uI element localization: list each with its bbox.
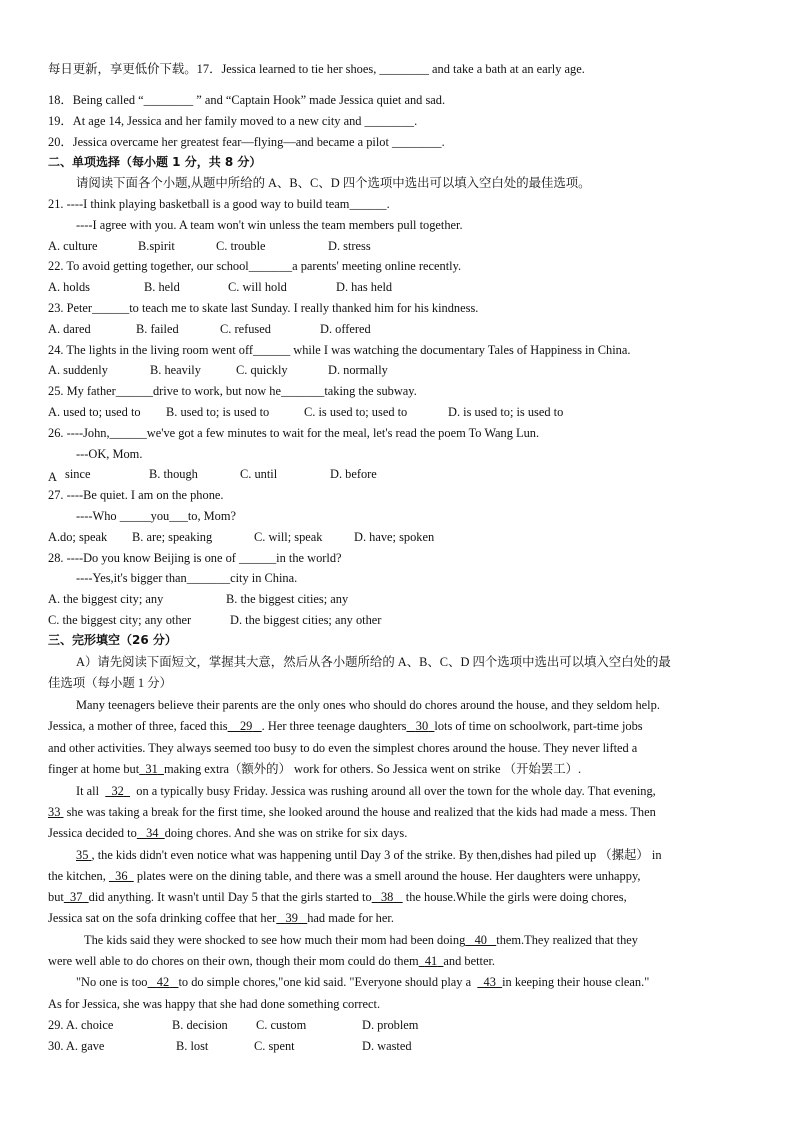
option-a-letter: A (48, 470, 57, 484)
passage-line: It all 32 on a typically busy Friday. Jessica was rushing around all over the town for the whole day. That evening, (76, 784, 656, 798)
option-b: B. are; speaking (132, 530, 213, 544)
passage-line: Many teenagers believe their parents are the only ones who should do chores around the house, and they seldom help. (76, 698, 660, 712)
blank-40: 40 (474, 933, 487, 947)
passage-line: the kitchen, 36 plates were on the dining table, and there was a smell around the house. Her daughters were unhappy, (48, 869, 641, 883)
option-a: A. culture (48, 239, 98, 253)
option-a: since (65, 467, 91, 481)
option-b: B.spirit (138, 239, 175, 253)
passage-line: and other activities. They always seemed too busy to do even the simplest chores around the house. They never lifted a (48, 741, 638, 755)
option-c: C. quickly (236, 363, 288, 377)
option-a: 30. A. gave (48, 1039, 105, 1053)
question-22: 22. To avoid getting together, our school_______a parents' meeting online recently. (48, 259, 462, 273)
option-d: D. normally (328, 363, 388, 377)
option-c: C. refused (220, 322, 271, 336)
question-28-line1: 28. ----Do you know Beijing is one of ______in the world? (48, 551, 342, 565)
option-a: A. used to; used to (48, 405, 141, 419)
blank-29: 29 (239, 719, 253, 733)
option-d: D. stress (328, 239, 371, 253)
blank-41: 41 (424, 954, 438, 968)
option-a: 29. A. choice (48, 1018, 114, 1032)
passage-line: Jessica, a mother of three, faced this 29 . Her three teenage daughters 30 lots of time on schoolwork, part-time jobs (48, 719, 643, 733)
question-21-line2: ----I agree with you. A team won't win unless the team members pull together. (76, 218, 463, 232)
option-c: C. will; speak (254, 530, 323, 544)
option-a: A. holds (48, 280, 90, 294)
option-b: B. failed (136, 322, 179, 336)
option-d: D. wasted (362, 1039, 412, 1053)
option-b: B. heavily (150, 363, 201, 377)
question-28-line2: ----Yes,it's bigger than_______city in China. (76, 571, 298, 585)
option-d: D. have; spoken (354, 530, 435, 544)
option-a: A. suddenly (48, 363, 108, 377)
option-b: B. held (144, 280, 180, 294)
passage-line: but 37 did anything. It wasn't until Day 5 that the girls started to 38 the house.While the girls were doing chores, (48, 890, 627, 904)
option-c: C. custom (256, 1018, 307, 1032)
question-20: 20．Jessica overcame her greatest fear—flying—and became a pilot ________. (48, 135, 445, 149)
blank-36: 36 (115, 869, 128, 883)
question-18: 18．Being called “________ ” and “Captain Hook” made Jessica quiet and sad. (48, 93, 446, 107)
option-b: B. the biggest cities; any (226, 592, 349, 606)
option-d: D. before (330, 467, 377, 481)
section-2-heading: 二、单项选择（每小题 1 分，共 8 分） (48, 155, 262, 169)
section-2-instruction: 请阅读下面各个小题,从题中所给的 A、B、C、D 四个选项中选出可以填入空白处的最佳选项。 (76, 176, 591, 190)
section-3-instruction-line2: 佳选项（每小题 1 分） (48, 676, 172, 690)
question-23: 23. Peter______to teach me to skate last Sunday. I really thanked him for his kindness. (48, 301, 479, 315)
option-d: D. is used to; is used to (448, 405, 564, 419)
option-c: C. is used to; used to (304, 405, 408, 419)
blank-32: 32 (111, 784, 124, 798)
question-26-line2: ---OK, Mom. (76, 447, 143, 461)
blank-43: 43 (483, 975, 496, 989)
question-17: 每日更新，享更低价下载。17．Jessica learned to tie her shoes, ________ and take a bath at an early age. (48, 62, 585, 76)
option-c: C. until (240, 467, 278, 481)
option-b: B. decision (172, 1018, 228, 1032)
blank-38: 38 (380, 890, 394, 904)
question-26-line1: 26. ----John,______we've got a few minutes to wait for the meal, let's read the poem To Wang Lun. (48, 426, 540, 440)
question-21-line1: 21. ----I think playing basketball is a good way to build team______. (48, 197, 390, 211)
blank-37: 37 (70, 890, 83, 904)
option-d: D. offered (320, 322, 371, 336)
passage-line: The kids said they were shocked to see how much their mom had been doing 40 them.They realized that they (84, 933, 638, 947)
option-c: C. the biggest city; any other (48, 613, 192, 627)
option-d: D. the biggest cities; any other (230, 613, 382, 627)
option-b: B. though (149, 467, 198, 481)
option-c: C. will hold (228, 280, 287, 294)
passage-line: As for Jessica, she was happy that she had done something correct. (48, 997, 381, 1011)
passage-line: were well able to do chores on their own, though their mom could do them 41 and better. (48, 954, 496, 968)
option-a: A. dared (48, 322, 91, 336)
question-24: 24. The lights in the living room went off______ while I was watching the documentary Tales of Happiness in China. (48, 343, 631, 357)
option-d: D. has held (336, 280, 393, 294)
blank-30: 30 (415, 719, 429, 733)
passage-line: Jessica decided to 34 doing chores. And she was on strike for six days. (48, 826, 408, 840)
passage-line: 35 , the kids didn't even notice what was happening until Day 3 of the strike. By then,dishes had piled up （摞起） in (76, 848, 662, 862)
option-b: B. used to; is used to (166, 405, 270, 419)
option-d: D. problem (362, 1018, 419, 1032)
option-c: C. trouble (216, 239, 266, 253)
question-27-line2: ----Who _____you___to, Mom? (76, 509, 237, 523)
option-a: A.do; speak (48, 530, 108, 544)
blank-39: 39 (285, 911, 298, 925)
passage-line: Jessica sat on the sofa drinking coffee that her 39 had made for her. (48, 911, 394, 925)
section-3-heading: 三、完形填空（26 分） (48, 633, 177, 647)
blank-31: 31 (145, 762, 158, 776)
passage-line: 33 she was taking a break for the first time, she looked around the house and realized that the kids had made a mess. Then (48, 805, 656, 819)
passage-line: finger at home but 31 making extra（额外的） work for others. So Jessica went on strike （开始罢工）. (48, 762, 582, 776)
option-c: C. spent (254, 1039, 295, 1053)
question-19: 19．At age 14, Jessica and her family moved to a new city and ________. (48, 114, 418, 128)
blank-42: 42 (156, 975, 170, 989)
blank-34: 34 (146, 826, 159, 840)
passage-line: "No one is too 42 to do simple chores,"one kid said. "Everyone should play a 43 in keeping their house clean." (76, 975, 650, 989)
question-27-line1: 27. ----Be quiet. I am on the phone. (48, 488, 224, 502)
option-a: A. the biggest city; any (48, 592, 164, 606)
question-25: 25. My father______drive to work, but now he_______taking the subway. (48, 384, 417, 398)
blank-35: 35 (76, 848, 89, 862)
option-b: B. lost (176, 1039, 209, 1053)
section-3-instruction-line1: A）请先阅读下面短文，掌握其大意，然后从各小题所给的 A、B、C、D 四个选项中选出可以填入空白处的最 (76, 655, 671, 669)
blank-33: 33 (48, 805, 61, 819)
